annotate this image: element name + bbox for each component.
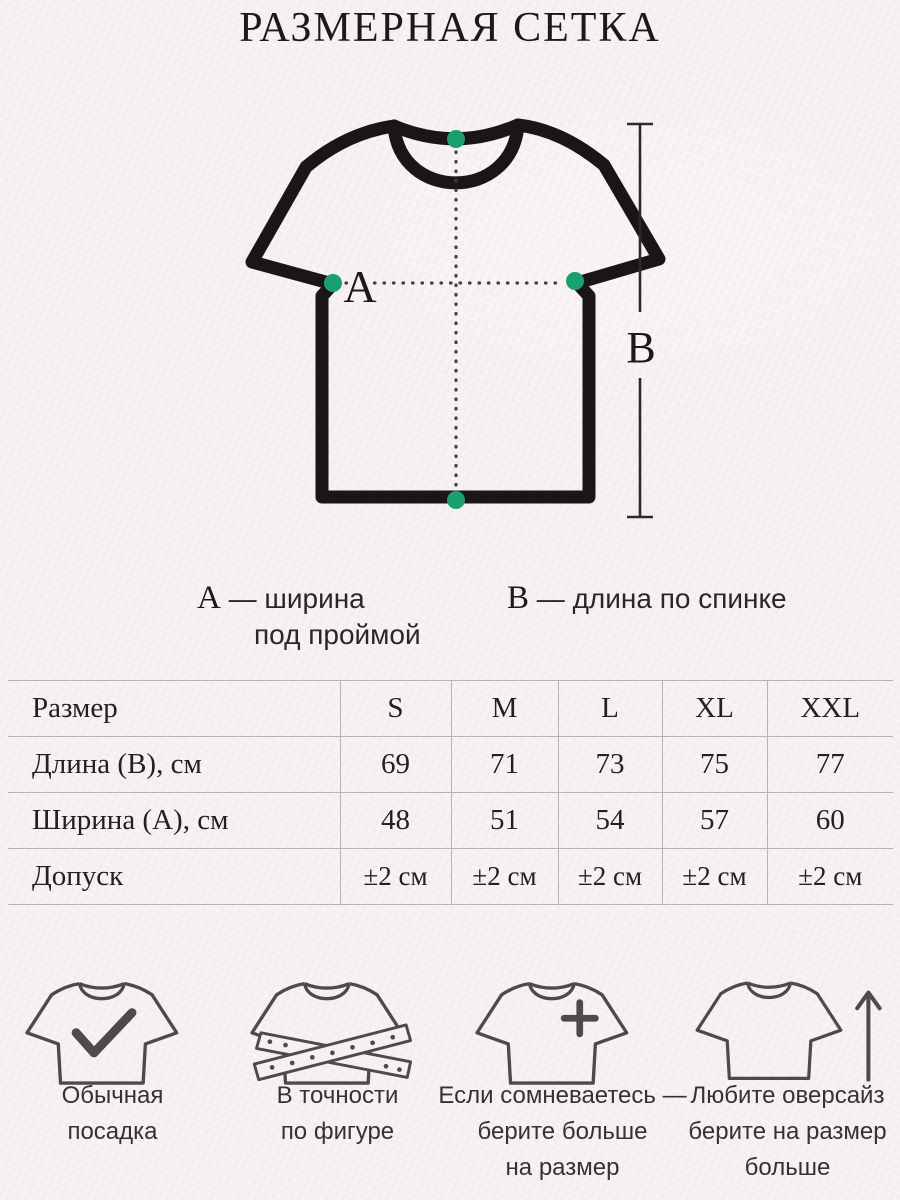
size-table-header-row: [8, 681, 893, 737]
cell: 57: [662, 793, 767, 849]
label-b: B: [626, 323, 656, 372]
size-col-s: S: [340, 681, 451, 737]
cell: ±2 см: [340, 849, 451, 905]
measure-legend: [0, 580, 900, 670]
cell: 77: [767, 737, 893, 793]
header-label: Размер: [8, 681, 340, 737]
cell: 48: [340, 793, 451, 849]
cell: 60: [767, 793, 893, 849]
legend-width-text-2: под проймой: [254, 619, 421, 650]
page-title: РАЗМЕРНАЯ СЕТКА: [239, 5, 661, 51]
table-row-length: [8, 737, 893, 793]
cell: ±2 см: [662, 849, 767, 905]
cell: 71: [451, 737, 558, 793]
up-arrow: [857, 993, 879, 1080]
measure-dot-right-underarm: [566, 272, 584, 290]
cell: 69: [340, 737, 451, 793]
cell: 54: [558, 793, 662, 849]
measure-dot-hem: [447, 491, 465, 509]
label-a: A: [343, 261, 377, 312]
legend-length: [507, 580, 787, 617]
legend-width-text: — ширина: [228, 583, 365, 614]
cell: ±2 см: [767, 849, 893, 905]
tip-size-up-if-unsure: [438, 952, 687, 1186]
row-label: Допуск: [8, 849, 340, 905]
table-row-tolerance: [8, 849, 893, 905]
cell: 73: [558, 737, 662, 793]
tip-caption: В точности по фигуре: [276, 1082, 399, 1145]
size-col-xl: XL: [662, 681, 767, 737]
check-mark: [76, 1013, 132, 1053]
row-label: Длина (В), см: [8, 737, 340, 793]
cell: 51: [451, 793, 558, 849]
measure-dot-neck: [447, 130, 465, 148]
cell: ±2 см: [558, 849, 662, 905]
size-col-l: L: [558, 681, 662, 737]
legend-width: [197, 580, 421, 653]
cell: 75: [662, 737, 767, 793]
row-label: Ширина (А), см: [8, 793, 340, 849]
tip-regular-fit: [0, 952, 225, 1186]
tip-caption: Обычная посадка: [61, 1082, 164, 1145]
tip-caption: Любите оверсайз берите на размер больше: [688, 1082, 887, 1181]
legend-width-letter: А: [197, 580, 221, 616]
legend-length-text: — длина по спинке: [536, 583, 787, 614]
table-row-width: [8, 793, 893, 849]
tshirt-measure-diagram: [0, 90, 900, 560]
size-col-xxl: XXL: [767, 681, 893, 737]
tip-oversize: [675, 952, 900, 1186]
size-table: [8, 680, 893, 905]
legend-length-letter: В: [507, 580, 530, 616]
tip-true-to-size: [225, 952, 450, 1186]
size-col-m: M: [451, 681, 558, 737]
measure-dot-left-underarm: [324, 274, 342, 292]
plus-sign: [564, 1003, 595, 1034]
fit-tips: [0, 952, 900, 1186]
tip-caption: Если сомневаетесь — берите больше на размер: [438, 1082, 687, 1181]
cell: ±2 см: [451, 849, 558, 905]
